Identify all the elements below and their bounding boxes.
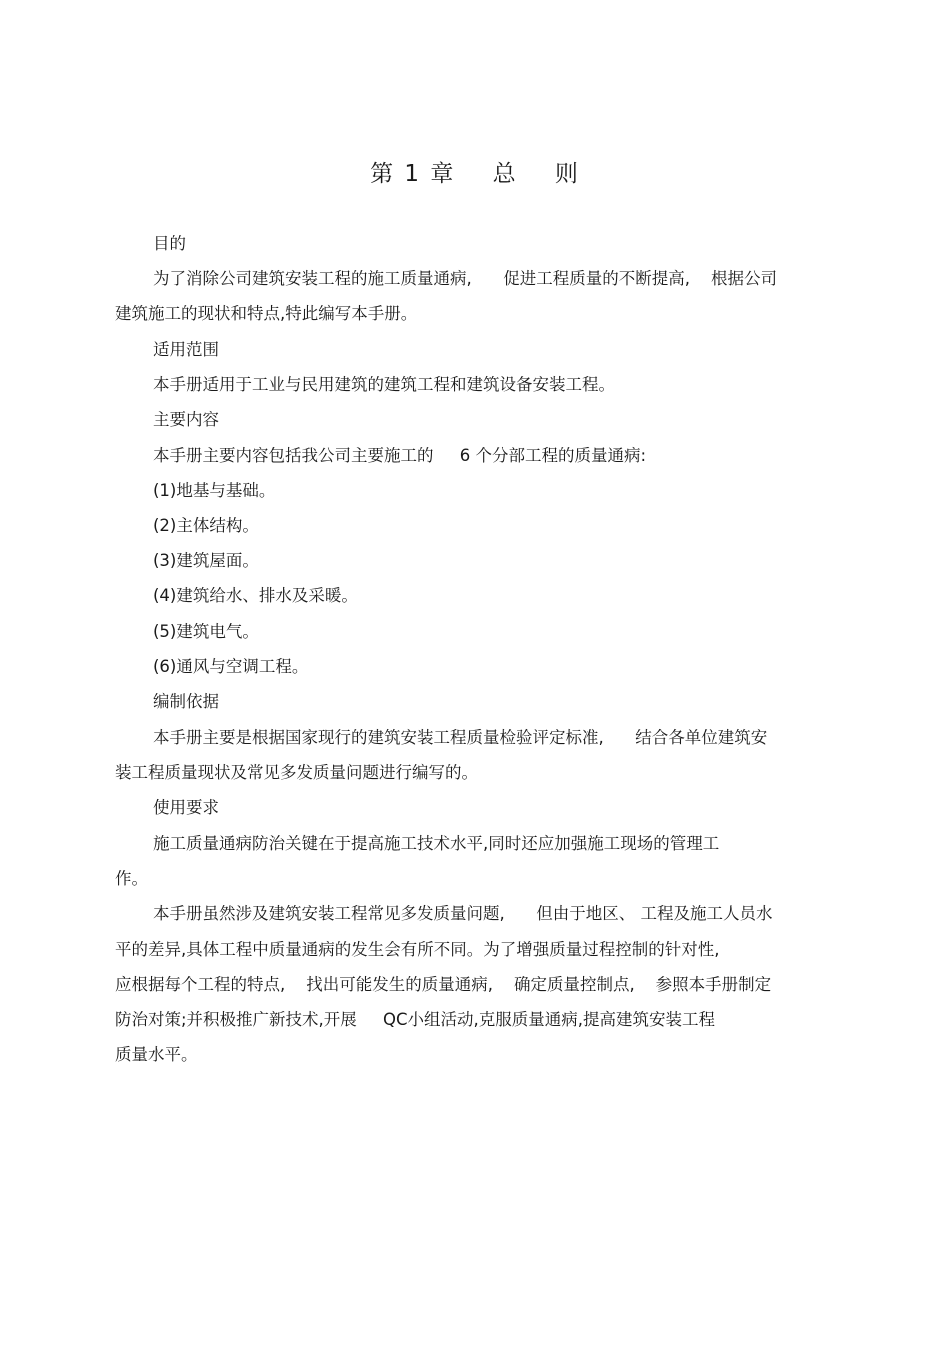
section-heading-basis: 编制依据 [153,692,219,711]
section-heading-scope: 适用范围 [153,340,219,359]
usage-paragraph-2-line-2: 平的差异,具体工程中质量通病的发生会有所不同。为了增强质量过程控制的针对性, [115,940,720,959]
section-heading-purpose: 目的 [153,234,186,253]
content-list-item-4: (4)建筑给水、排水及采暖。 [153,586,358,605]
content-list-item-3: (3)建筑屋面。 [153,551,259,570]
content-list-item-5: (5)建筑电气。 [153,622,259,641]
content-intro: 本手册主要内容包括我公司主要施工的 6 个分部工程的质量通病: [153,446,647,465]
content-list-item-1: (1)地基与基础。 [153,481,276,500]
usage-paragraph-2-line-4: 防治对策;并积极推广新技术,开展 QC小组活动,克服质量通病,提高建筑安装工程 [115,1010,716,1029]
usage-paragraph-2-line-5: 质量水平。 [115,1045,198,1064]
usage-paragraph-2-line-3: 应根据每个工程的特点, 找出可能发生的质量通病, 确定质量控制点, 参照本手册制定 [115,975,772,994]
basis-text-line-2: 装工程质量现状及常见多发质量问题进行编写的。 [115,763,478,782]
purpose-text-line-2: 建筑施工的现状和特点,特此编写本手册。 [115,304,418,323]
purpose-text-line-1: 为了消除公司建筑安装工程的施工质量通病, 促进工程质量的不断提高, 根据公司 [153,269,777,288]
content-list-item-6: (6)通风与空调工程。 [153,657,309,676]
content-list-item-2: (2)主体结构。 [153,516,259,535]
chapter-title: 第 1 章 总 则 [370,161,580,187]
basis-text-line-1: 本手册主要是根据国家现行的建筑安装工程质量检验评定标准, 结合各单位建筑安 [153,728,768,747]
section-heading-content: 主要内容 [153,410,219,429]
usage-paragraph-1-line-1: 施工质量通病防治关键在于提高施工技术水平,同时还应加强施工现场的管理工 [153,834,720,853]
section-heading-usage: 使用要求 [153,798,219,817]
scope-text-line-1: 本手册适用于工业与民用建筑的建筑工程和建筑设备安装工程。 [153,375,615,394]
usage-paragraph-2-line-1: 本手册虽然涉及建筑安装工程常见多发质量问题, 但由于地区、 工程及施工人员水 [153,904,773,923]
usage-paragraph-1-line-2: 作。 [115,869,148,888]
